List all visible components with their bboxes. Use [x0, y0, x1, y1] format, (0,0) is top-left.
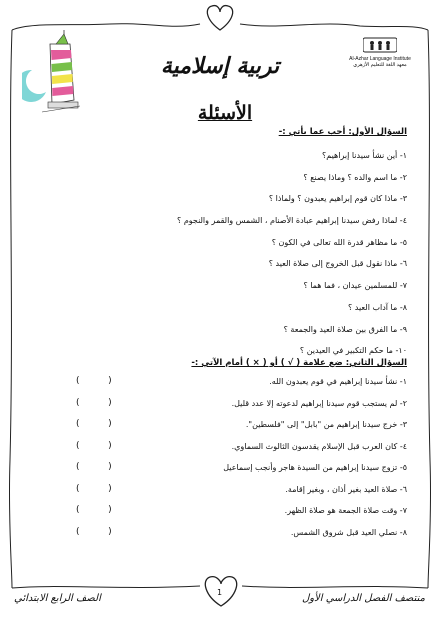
- question-item: ١٠- ما حكم التكبير في العيدين ؟: [299, 346, 407, 356]
- statement-text: ٧- وقت صلاة الجمعة هو صلاة الظهر.: [284, 506, 407, 515]
- true-false-item: [64, 378, 407, 400]
- question2-list: [64, 378, 407, 550]
- question-item: ٢- ما اسم والده ؟ وماذا يصنع ؟: [303, 172, 407, 182]
- true-false-item: [64, 464, 407, 486]
- true-false-item: [64, 440, 407, 465]
- answer-blank[interactable]: ( ): [76, 483, 112, 494]
- answer-blank[interactable]: ( ): [76, 376, 112, 386]
- question1-list: [177, 152, 407, 369]
- question-item: ١- أين نشأ سيدنا إبراهيم؟: [322, 151, 407, 160]
- statement-text: ٨- نصلي العيد قبل شروق الشمس.: [290, 527, 407, 537]
- logo-text-en: Al-Azhar Language Institute: [349, 56, 411, 62]
- answer-blank[interactable]: ( ): [76, 505, 112, 515]
- answer-blank[interactable]: ( ): [76, 440, 112, 451]
- question-item: ٩- ما الفرق بين صلاة العيد والجمعة ؟: [283, 324, 407, 334]
- question-item: ٧- للمسلمين عيدان ، فما هما ؟: [303, 281, 407, 291]
- true-false-item: [64, 421, 407, 443]
- institute-logo: [340, 36, 420, 68]
- true-false-item: [64, 397, 407, 422]
- footer-grade: الصف الرابع الابتدائي: [14, 593, 101, 604]
- question-item: ٦- ماذا نقول قبل الخروج إلى صلاة العيد ؟: [268, 259, 407, 269]
- true-false-item: [64, 526, 407, 551]
- statement-text: ٤- كان العرب قبل الإسلام يقدسون الثالوث السماوي.: [231, 441, 407, 451]
- answer-blank[interactable]: ( ): [76, 526, 112, 537]
- question-item: ٤- لماذا رفض سيدنا إبراهيم عبادة الأصنام ، الشمس والقمر والنجوم ؟: [177, 216, 407, 226]
- question-item: ٨- ما آداب العيد ؟: [348, 302, 407, 312]
- question-item: ٥- ما مظاهر قدرة الله تعالى في الكون ؟: [271, 237, 407, 247]
- statement-text: ٣- خرج سيدنا إبراهيم من "بابل" إلى "فلسطين".: [245, 420, 407, 429]
- questions-heading: الأسئلة: [197, 101, 253, 124]
- answer-blank[interactable]: ( ): [76, 419, 112, 429]
- footer-term: منتصف الفصل الدراسي الأول: [301, 593, 425, 604]
- true-false-item: [64, 483, 407, 508]
- institute-logo-icon: [363, 36, 397, 54]
- statement-text: ٢- لم يستجب قوم سيدنا إبراهيم لدعوته إلا عدد قليل.: [231, 398, 407, 408]
- mosque-minaret-icon: [22, 30, 84, 120]
- subject-title: تربية إسلامية: [160, 52, 280, 79]
- logo-text-ar: معهد اللغة للتعليم الأزهري: [353, 62, 407, 68]
- question2-title: السؤال الثاني: ضع علامة ( √ ) أو ( × ) أمام الآتي :-: [191, 358, 407, 368]
- page-number: 1: [217, 588, 223, 597]
- answer-blank[interactable]: ( ): [76, 397, 112, 408]
- question-item: ٣- ماذا كان قوم إبراهيم يعبدون ؟ ولماذا ؟: [268, 194, 407, 204]
- question1-title: السؤال الأول: أجب عما يأتي :-: [278, 127, 407, 137]
- statement-text: ١- نشأ سيدنا إبراهيم في قوم يعبدون الله.: [269, 377, 407, 386]
- statement-text: ٦- صلاة العيد بغير أذان ، وبغير إقامة.: [285, 484, 407, 494]
- true-false-item: [64, 507, 407, 529]
- heart-icon: [207, 6, 232, 30]
- answer-blank[interactable]: ( ): [76, 462, 112, 472]
- statement-text: ٥- تزوج سيدنا إبراهيم من السيدة هاجر وأنجب إسماعيل: [223, 463, 407, 472]
